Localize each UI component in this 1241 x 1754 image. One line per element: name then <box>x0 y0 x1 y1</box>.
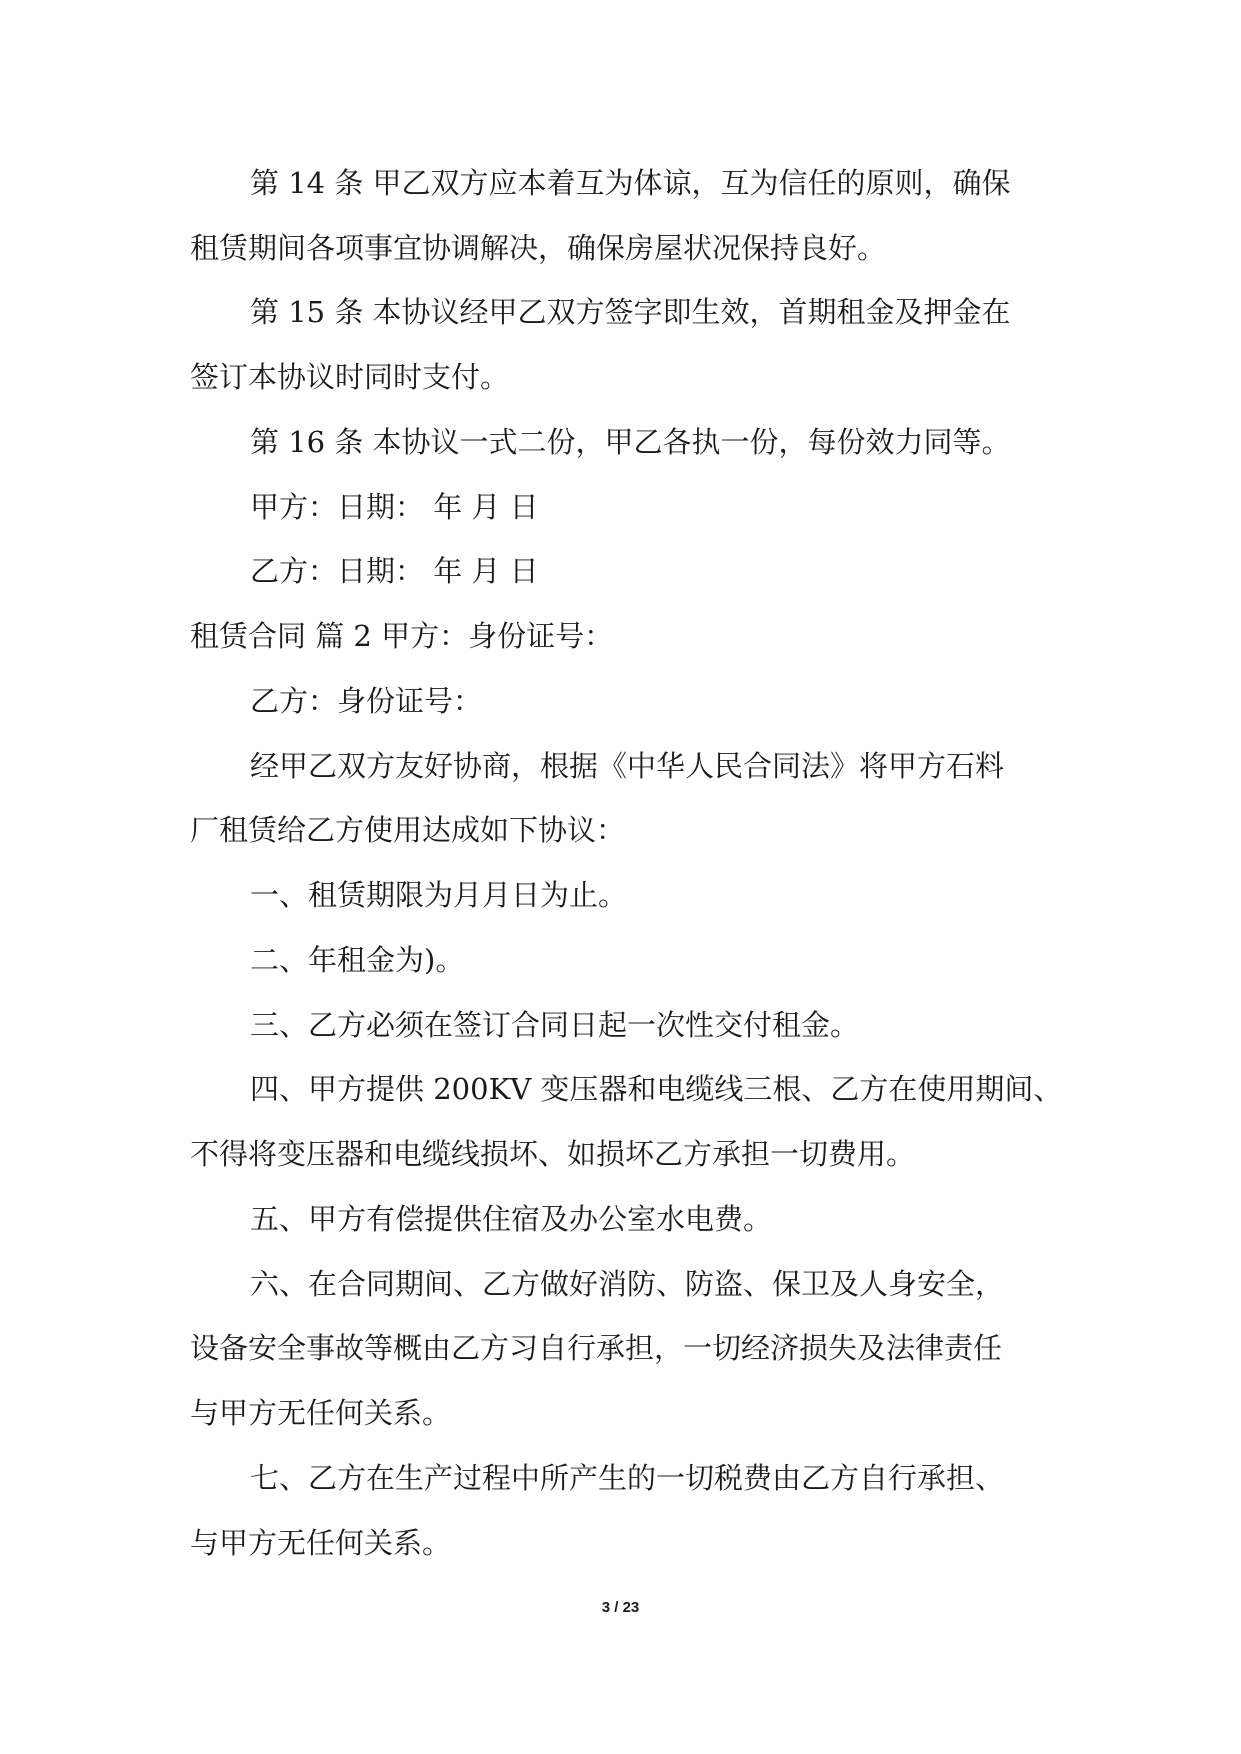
text-line: 一、租赁期限为月月日为止。 <box>250 878 628 912</box>
text-line: 第 14 条 甲乙双方应本着互为体谅，互为信任的原则，确保 <box>250 166 1011 200</box>
text-line: 与甲方无任何关系。 <box>190 1396 452 1430</box>
text-line: 第 16 条 本协议一式二份，甲乙各执一份，每份效力同等。 <box>250 425 1011 459</box>
text-line: 七、乙方在生产过程中所产生的一切税费由乙方自行承担、 <box>250 1461 1005 1495</box>
text-line: 厂租赁给乙方使用达成如下协议： <box>190 813 626 847</box>
text-line: 乙方：身份证号： <box>250 684 483 718</box>
text-line: 设备安全事故等概由乙方习自行承担，一切经济损失及法律责任 <box>190 1331 1003 1365</box>
text-line: 与甲方无任何关系。 <box>190 1526 452 1560</box>
text-line: 五、甲方有偿提供住宿及办公室水电费。 <box>250 1202 773 1236</box>
text-line: 甲方：日期： 年 月 日 <box>250 490 539 524</box>
text-line: 第 15 条 本协议经甲乙双方签字即生效，首期租金及押金在 <box>250 295 1011 329</box>
text-line: 二、年租金为)。 <box>250 943 465 977</box>
text-line: 租赁期间各项事宜协调解决，确保房屋状况保持良好。 <box>190 231 887 265</box>
text-line: 不得将变压器和电缆线损坏、如损坏乙方承担一切费用。 <box>190 1137 916 1171</box>
page-number: 3 / 23 <box>601 1599 640 1616</box>
text-line: 三、乙方必须在签订合同日起一次性交付租金。 <box>250 1008 860 1042</box>
text-line: 四、甲方提供 200KV 变压器和电缆线三根、乙方在使用期间、 <box>250 1072 1063 1106</box>
text-line: 乙方：日期： 年 月 日 <box>250 554 539 588</box>
text-line: 签订本协议时同时支付。 <box>190 360 510 394</box>
text-line: 经甲乙双方友好协商，根据《中华人民合同法》将甲方石料 <box>250 749 1005 783</box>
text-line: 六、在合同期间、乙方做好消防、防盗、保卫及人身安全， <box>250 1267 1005 1301</box>
section-heading: 租赁合同 篇 2 甲方：身份证号： <box>190 619 614 653</box>
